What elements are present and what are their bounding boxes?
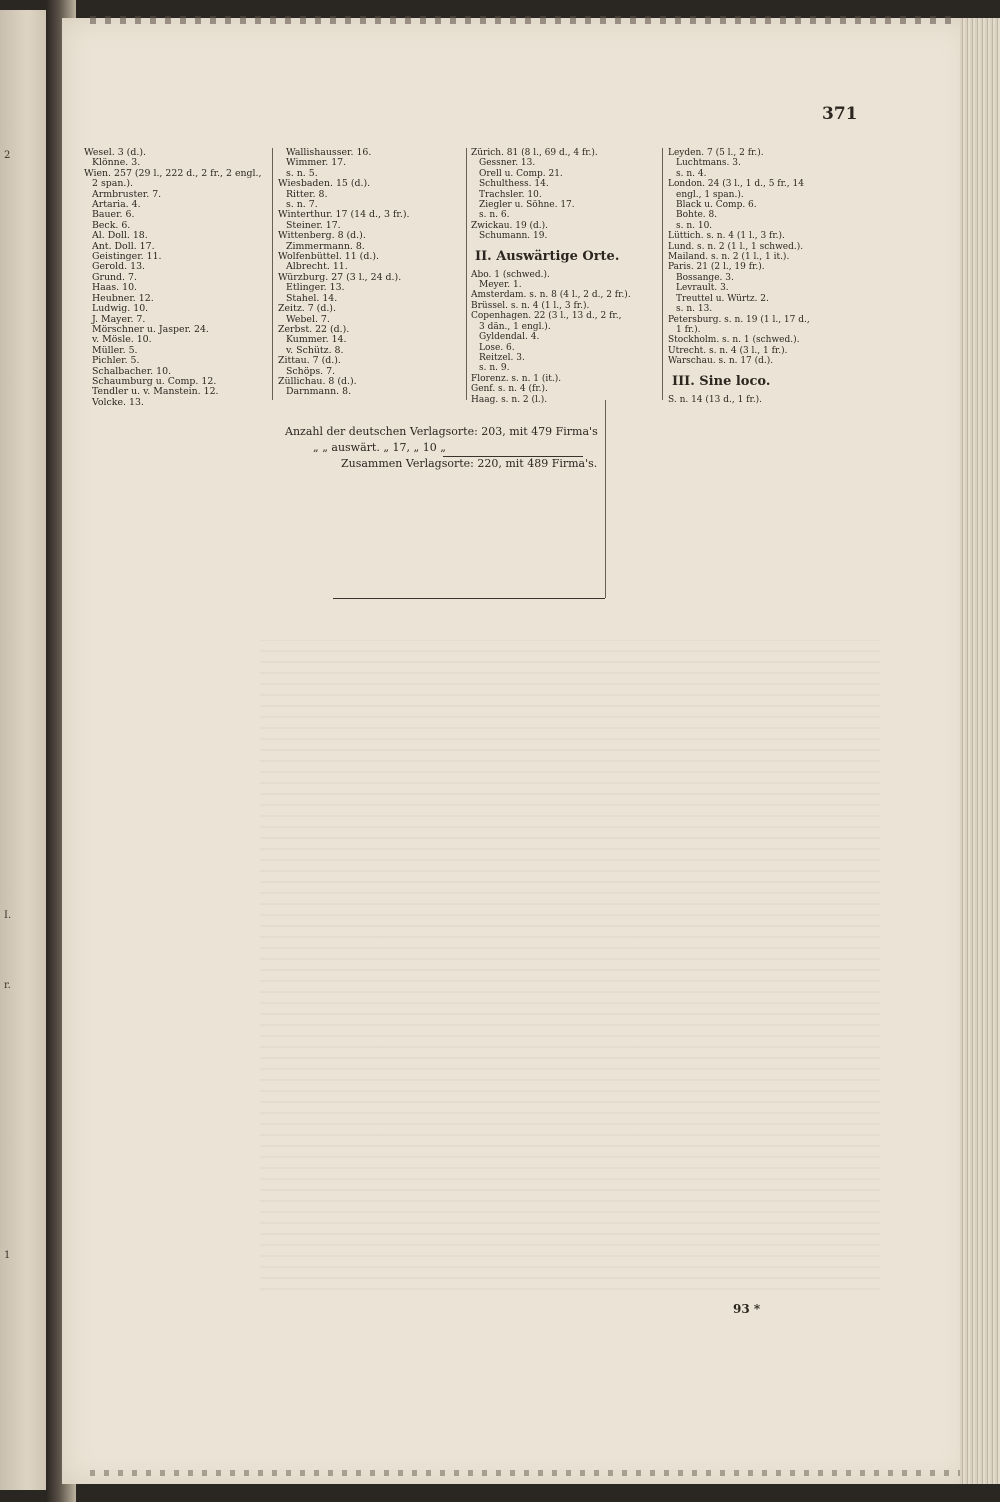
directory-entry: Wittenberg. 8 (d.). (278, 230, 366, 242)
directory-entry: Müller. 5. (92, 344, 138, 356)
directory-entry: Wimmer. 17. (286, 157, 347, 169)
directory-entry: Schöps. 7. (286, 365, 336, 377)
directory-entry: Mailand. s. n. 2 (1 l., 1 it.). (668, 252, 790, 263)
section-heading-auswaertige-orte: II. Auswärtige Orte. (475, 248, 620, 264)
directory-entry: Gyldendal. 4. (479, 332, 540, 343)
directory-entry: Bauer. 6. (92, 209, 135, 221)
directory-entry: Gerold. 13. (92, 261, 146, 273)
directory-entry: Warschau. s. n. 17 (d.). (668, 356, 774, 367)
directory-entry: Webel. 7. (286, 313, 330, 325)
directory-entry: Zimmermann. 8. (286, 240, 365, 252)
directory-entry: Darnmann. 8. (286, 386, 352, 398)
directory-entry: Schalbacher. 10. (92, 365, 172, 377)
directory-entry: Black u. Comp. 6. (676, 200, 757, 211)
directory-entry: Paris. 21 (2 l., 19 fr.). (668, 262, 765, 273)
directory-entry: Reitzel. 3. (479, 352, 525, 363)
directory-entry: Petersburg. s. n. 19 (1 l., 17 d., (668, 314, 810, 325)
directory-entry: S. n. 14 (13 d., 1 fr.). (668, 394, 763, 405)
signature-mark: 93 * (733, 1302, 761, 1316)
directory-entry: Beck. 6. (92, 219, 131, 231)
directory-entry: Volcke. 13. (92, 396, 144, 408)
directory-entry: Schulthess. 14. (479, 179, 549, 190)
column-divider (272, 148, 273, 400)
directory-entry: London. 24 (3 l., 1 d., 5 fr., 14 (668, 179, 804, 190)
summary-block (285, 424, 598, 472)
directory-entry: Klönne. 3. (92, 157, 141, 169)
directory-entry: Zwickau. 19 (d.). (471, 220, 549, 231)
directory-entry: Tendler u. v. Manstein. 12. (92, 386, 219, 398)
directory-entry: Zürich. 81 (8 l., 69 d., 4 fr.). (471, 148, 598, 158)
horizontal-rule (333, 598, 605, 599)
directory-entry: Genf. s. n. 4 (fr.). (471, 384, 548, 395)
directory-entry: Copenhagen. 22 (3 l., 13 d., 2 fr., (471, 311, 622, 322)
summary-rule (443, 456, 583, 457)
margin-mark: r. (4, 980, 11, 991)
column-1 (84, 148, 269, 408)
directory-entry: Gessner. 13. (479, 158, 536, 169)
directory-entry: J. Mayer. 7. (92, 313, 146, 325)
directory-entry: s. n. 4. (676, 168, 707, 179)
directory-entry: Brüssel. s. n. 4 (1 l., 3 fr.). (471, 300, 590, 311)
directory-entry: Levrault. 3. (676, 283, 729, 294)
directory-entry: Treuttel u. Würtz. 2. (676, 293, 769, 304)
directory-entry: Meyer. 1. (479, 280, 522, 291)
directory-entry: Mörschner u. Jasper. 24. (92, 323, 209, 335)
left-page-fragment (0, 10, 46, 1490)
directory-entry: Utrecht. s. n. 4 (3 l., 1 fr.). (668, 345, 788, 356)
directory-entry: Trachsler. 10. (479, 189, 542, 200)
directory-entry: Wesel. 3 (d.). (84, 147, 146, 158)
decorative-border-top (90, 16, 960, 24)
decorative-border-bottom (90, 1470, 960, 1476)
directory-entry: Al. Doll. 18. (92, 230, 148, 242)
directory-entry: Lüttich. s. n. 4 (1 l., 3 fr.). (668, 231, 785, 242)
directory-entry: Wien. 257 (29 l., 222 d., 2 fr., 2 engl., (84, 167, 262, 179)
directory-entry: Stahel. 14. (286, 292, 338, 304)
directory-entry: Ziegler u. Söhne. 17. (479, 200, 575, 211)
margin-mark: 1 (4, 1250, 11, 1261)
directory-entry: Ludwig. 10. (92, 303, 149, 315)
directory-entry: Artaria. 4. (92, 199, 141, 211)
directory-entry: s. n. 10. (676, 220, 713, 231)
directory-entry: v. Schütz. 8. (286, 344, 344, 356)
directory-entry: Bossange. 3. (676, 272, 734, 283)
directory-entry: s. n. 6. (479, 210, 510, 221)
directory-entry: Luchtmans. 3. (676, 158, 741, 169)
directory-entry: Etlinger. 13. (286, 282, 345, 294)
directory-entry: s. n. 5. (286, 167, 318, 179)
directory-entry: Orell u. Comp. 21. (479, 168, 563, 179)
directory-entry: Leyden. 7 (5 l., 2 fr.). (668, 148, 764, 158)
directory-entry: Armbruster. 7. (92, 188, 162, 200)
directory-entry: Schaumburg u. Comp. 12. (92, 375, 217, 387)
directory-entry: s. n. 9. (479, 363, 510, 374)
directory-entry: Wallishausser. 16. (286, 147, 372, 158)
directory-entry: Geistinger. 11. (92, 251, 162, 263)
column-divider (466, 148, 467, 400)
summary-line-total: Zusammen Verlagsorte: 220, mit 489 Firma's. (341, 457, 598, 470)
summary-line-foreign: „ „ auswärt. „ 17, „ 10 „ (313, 441, 446, 454)
directory-entry: Würzburg. 27 (3 l., 24 d.). (278, 271, 402, 283)
directory-entry: Züllichau. 8 (d.). (278, 375, 357, 387)
page-edge (960, 18, 1000, 1484)
directory-entry: Wiesbaden. 15 (d.). (278, 178, 371, 190)
directory-entry: 2 span.). (92, 178, 134, 190)
directory-entry: Pichler. 5. (92, 355, 140, 367)
directory-entry: s. n. 7. (286, 199, 318, 211)
directory-entry: Zerbst. 22 (d.). (278, 323, 350, 335)
directory-entry: Abo. 1 (schwed.). (471, 269, 550, 280)
show-through-text (260, 640, 880, 1290)
directory-entry: Schumann. 19. (479, 231, 548, 242)
directory-entry: Heubner. 12. (92, 292, 154, 304)
column-4 (668, 148, 858, 405)
directory-entry: Amsterdam. s. n. 8 (4 l., 2 d., 2 fr.). (471, 290, 631, 301)
directory-entry: Grund. 7. (92, 271, 137, 283)
directory-entry: Albrecht. 11. (286, 261, 348, 273)
directory-entry: Lose. 6. (479, 342, 515, 353)
summary-line-german: Anzahl der deutschen Verlagsorte: 203, mit 479 Firma's (285, 425, 598, 438)
column-divider (662, 148, 663, 400)
directory-entry: 1 fr.). (676, 324, 701, 335)
column-2 (278, 148, 468, 398)
section-heading-sine-loco: III. Sine loco. (672, 373, 771, 389)
directory-entry: Florenz. s. n. 1 (it.). (471, 373, 562, 384)
directory-entry: engl., 1 span.). (676, 189, 744, 200)
directory-entry: Zeitz. 7 (d.). (278, 303, 336, 315)
column-divider (605, 400, 606, 598)
directory-entry: Bohte. 8. (676, 210, 718, 221)
margin-mark: 2 (4, 150, 11, 161)
directory-entry: Ritter. 8. (286, 188, 328, 200)
directory-entry: Haag. s. n. 2 (l.). (471, 394, 548, 405)
directory-entry: Winterthur. 17 (14 d., 3 fr.). (278, 209, 410, 221)
directory-entry: Lund. s. n. 2 (1 l., 1 schwed.). (668, 241, 804, 252)
directory-entry: s. n. 13. (676, 304, 713, 315)
directory-entry: Zittau. 7 (d.). (278, 355, 341, 367)
directory-entry: Steiner. 17. (286, 219, 341, 231)
page-number: 371 (822, 104, 858, 124)
directory-entry: Wolfenbüttel. 11 (d.). (278, 251, 379, 263)
directory-entry: Kummer. 14. (286, 334, 347, 346)
directory-entry: Ant. Doll. 17. (92, 240, 155, 252)
directory-entry: Stockholm. s. n. 1 (schwed.). (668, 335, 800, 346)
margin-mark: I. (4, 910, 12, 921)
directory-entry: v. Mösle. 10. (92, 334, 152, 346)
directory-entry: Haas. 10. (92, 282, 138, 294)
column-3 (471, 148, 659, 405)
directory-entry: 3 dän., 1 engl.). (479, 321, 551, 332)
